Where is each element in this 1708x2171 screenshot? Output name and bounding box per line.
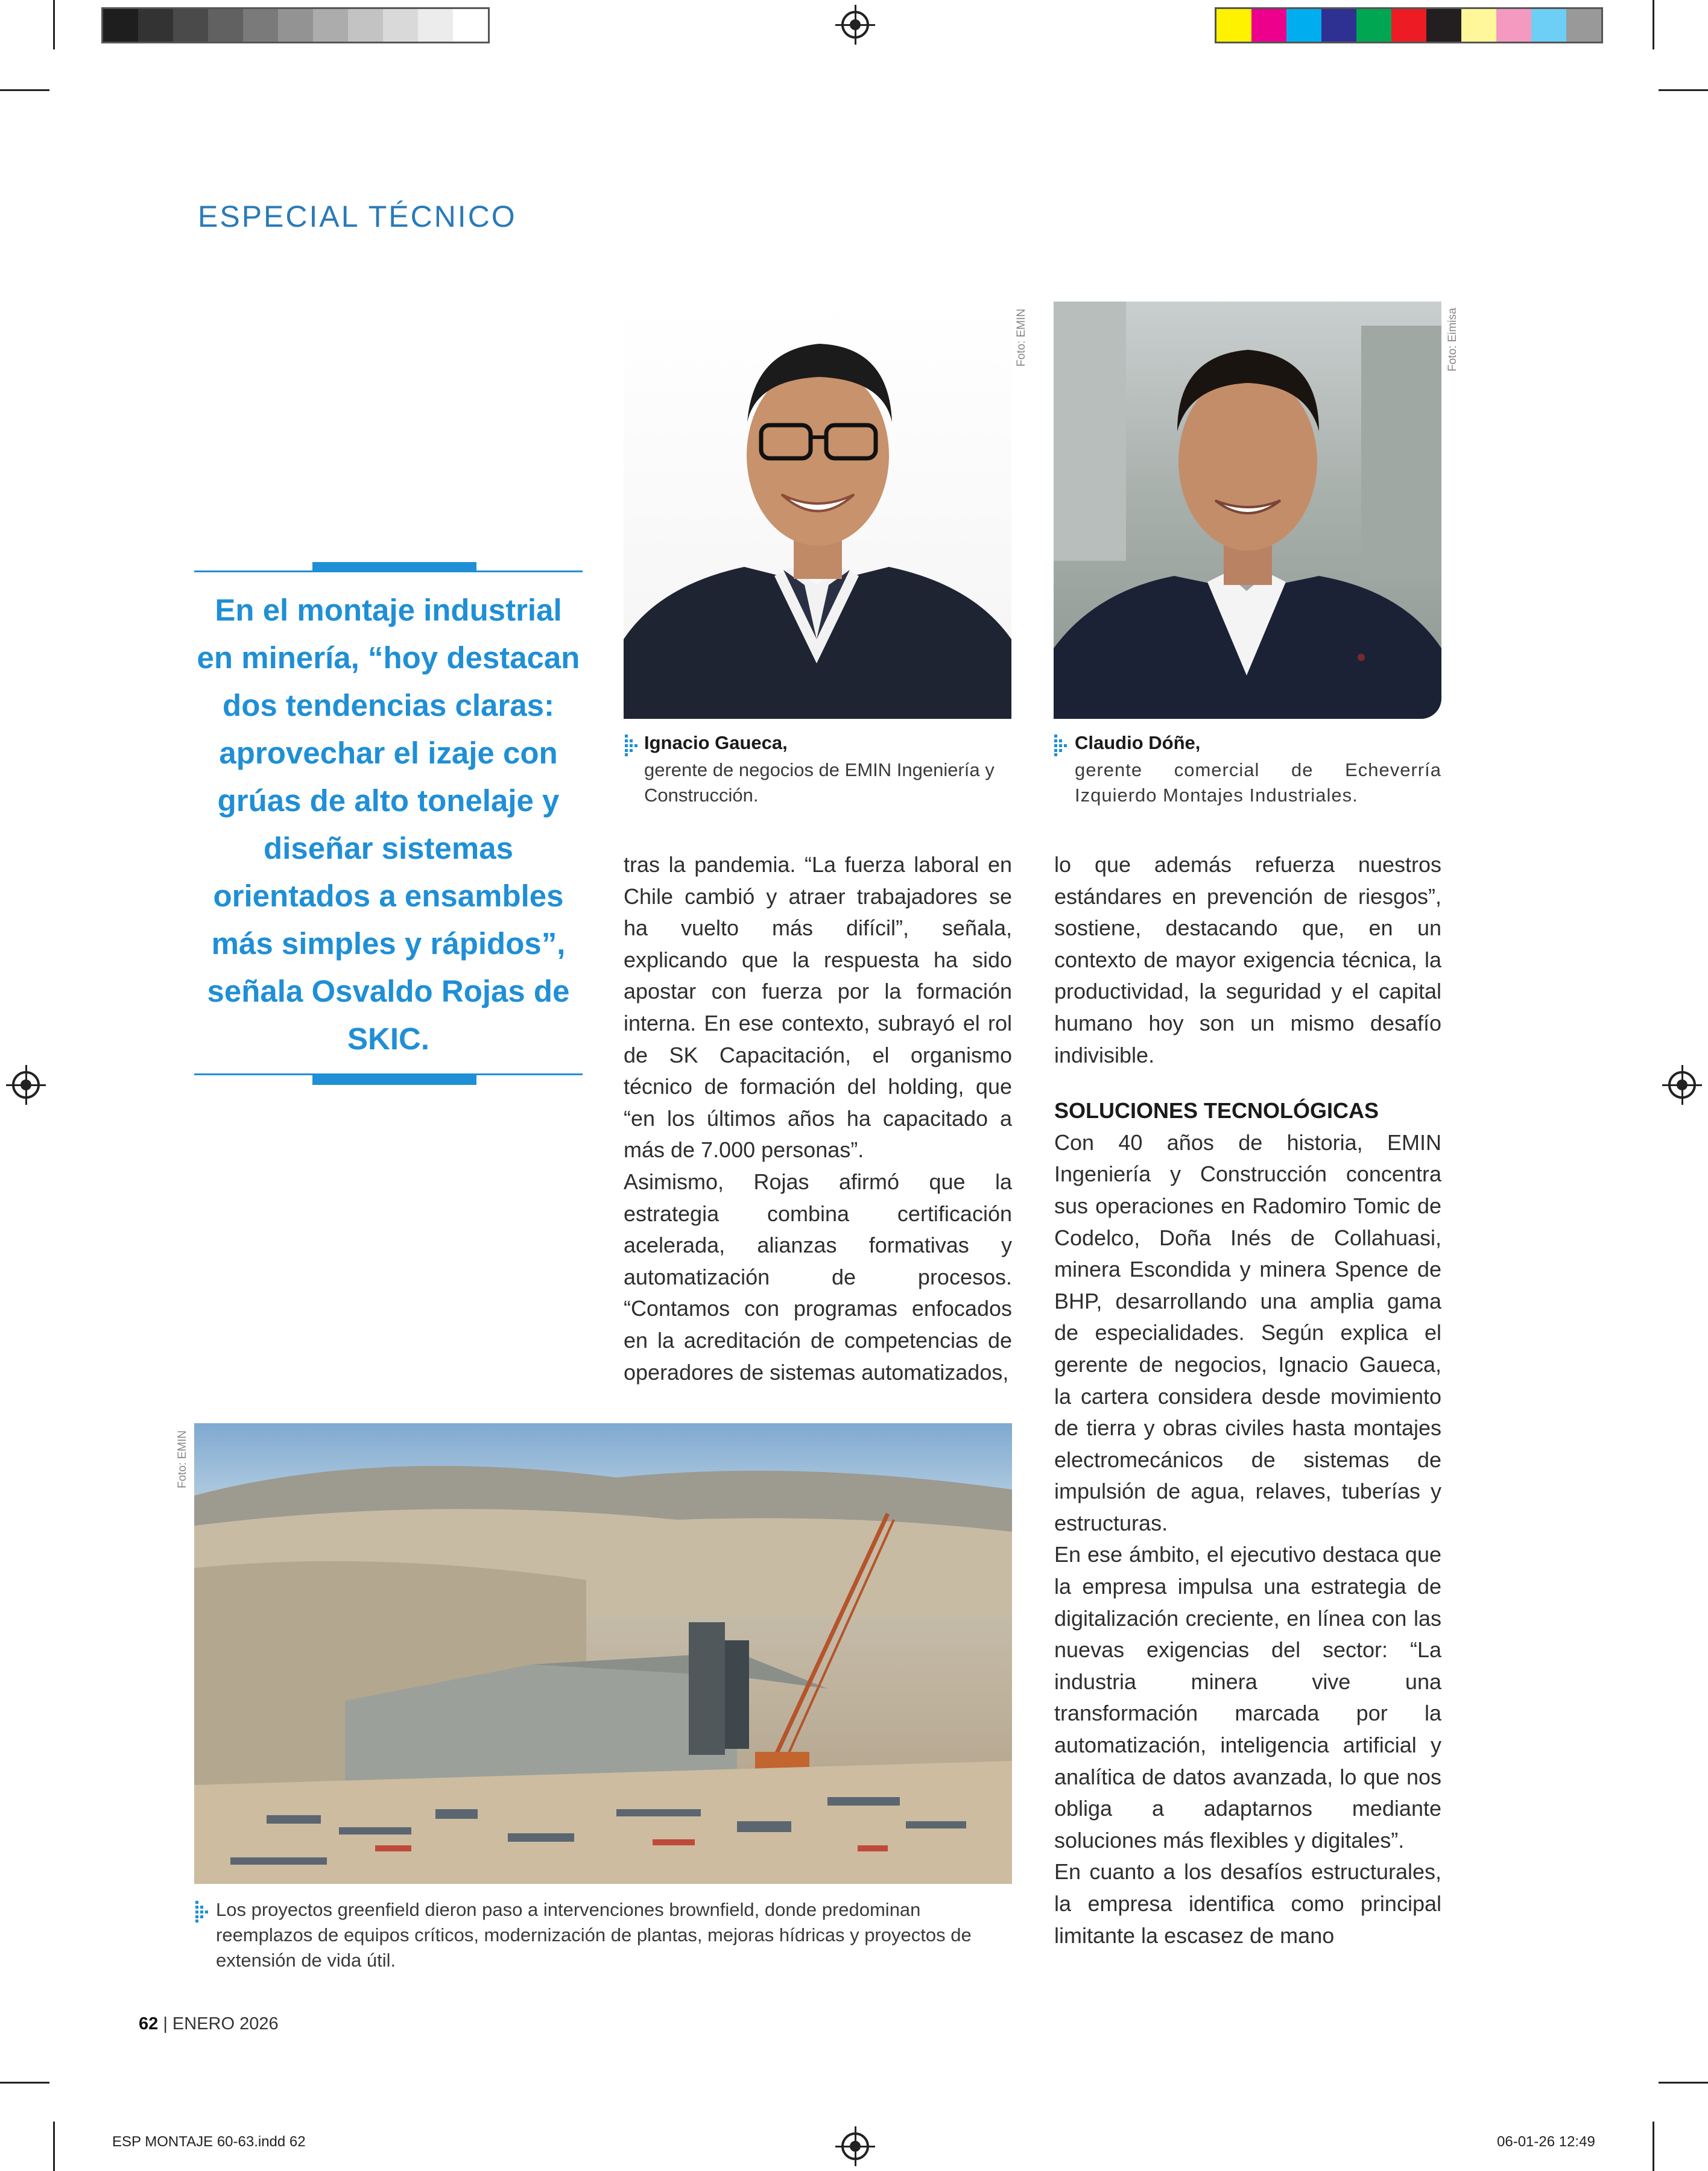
issue-date: ENERO 2026: [172, 2014, 279, 2034]
crop-mark: [1653, 2122, 1654, 2171]
body-column-middle: [624, 849, 1012, 1388]
grayscale-color-bar: [101, 7, 490, 43]
photo-credit-done: Foto: Eimisa: [1446, 308, 1459, 371]
caption-arrow-icon: [625, 735, 639, 756]
slug-date: 06-01-26 12:49: [1497, 2134, 1595, 2150]
section-title: ESPECIAL TÉCNICO: [198, 200, 517, 233]
crop-mark: [1653, 0, 1654, 49]
crop-mark: [53, 0, 55, 49]
pull-quote-accent-top: [312, 562, 476, 572]
crop-mark: [0, 89, 49, 91]
body-paragraph: tras la pandemia. “La fuerza laboral en Chile cambió y atraer trabajadores se ha vuelto más difícil”, señala, explicando que la respuesta ha sido apostar con fuerza por la formación interna. En ese contexto, subrayó el rol de SK Capacitación, el organismo técnico de formación del holding, que “en los últimos años ha capacitado a más de 7.000 personas”.: [624, 852, 1012, 1163]
body-paragraph: Con 40 años de historia, EMIN Ingeniería y Construcción concentra sus operaciones en Radomiro Tomic de Codelco, Doña Inés de Collahuasi, minera Escondida y minera Spence de BHP, desarrollando una amplia gama de especialidades. Según explica el gerente de negocios, Ignacio Gaueca, la cartera considera desde movimiento de tierra y obras civiles hasta montajes electromecánicos de sistemas de impulsión de agua, relaves, tuberías y estructuras.: [1054, 1130, 1441, 1535]
body-paragraph: Asimismo, Rojas afirmó que la estrategia combina certificación acelerada, alianzas formativas y automatización de procesos. “Contamos con programas enfocados en la acreditación de competencias de operadores de sistemas automatizados,: [624, 1169, 1012, 1385]
caption-arrow-icon: [1054, 735, 1069, 756]
portrait-illustration: [1054, 302, 1441, 719]
crop-mark: [53, 2122, 55, 2171]
page-number: 62: [139, 2014, 159, 2034]
body-paragraph: lo que además refuerza nuestros estándares en prevención de riesgos”, sostiene, destacando que, en un contexto de mayor exigencia técnica, la productividad, la seguridad y el capital humano hoy son un mismo desafío indivisible.: [1054, 852, 1441, 1067]
registration-mark-bottom: [841, 2132, 869, 2160]
site-illustration: [194, 1423, 1012, 1884]
caption-name-gaueca: Ignacio Gaueca,: [644, 732, 788, 753]
subheading: SOLUCIONES TECNOLÓGICAS: [1054, 1098, 1379, 1123]
registration-mark-left: [12, 1071, 40, 1099]
process-color-bar: [1215, 7, 1603, 43]
crop-mark: [1659, 89, 1708, 91]
crop-mark: [1659, 2082, 1708, 2084]
site-photo-caption: Los proyectos greenfield dieron paso a intervenciones brownfield, donde predominan reemplazos de equipos críticos, modernización de plantas, mejoras hídricas y proyectos de extensión de vida útil.: [216, 1899, 972, 1971]
page-footer: 62 | ENERO 2026: [139, 2014, 279, 2034]
caption-name-done: Claudio Dóñe,: [1075, 732, 1201, 753]
photo-credit-gaueca: Foto: EMIN: [1015, 308, 1028, 367]
slug-file: ESP MONTAJE 60-63.indd 62: [112, 2134, 306, 2150]
body-column-right: [1054, 849, 1441, 1951]
caption-arrow-icon: [195, 1901, 210, 1923]
body-paragraph: En cuanto a los desafíos estructurales, la empresa identifica como principal limitante la escasez de mano: [1054, 1859, 1441, 1948]
registration-mark-top: [841, 11, 869, 39]
portrait-illustration: [624, 302, 1011, 719]
photo-credit-site: Foto: EMIN: [176, 1430, 189, 1488]
registration-mark-right: [1668, 1071, 1696, 1099]
crop-mark: [0, 2082, 49, 2084]
portrait-ignacio-gaueca: [624, 302, 1011, 719]
body-paragraph: En ese ámbito, el ejecutivo destaca que la empresa impulsa una estrategia de digitalización creciente, en línea con las nuevas exigencias del sector: “La industria minera vive una transformación marcada por la automatización, inteligencia artificial y analítica de datos avanzada, lo que nos obliga a adaptarnos mediante soluciones más flexibles y digitales”.: [1054, 1542, 1441, 1853]
portrait-claudio-done: [1054, 302, 1441, 719]
caption-role-gaueca: gerente de negocios de EMIN Ingeniería y Construcción.: [644, 759, 995, 806]
pull-quote-accent-bottom: [312, 1075, 476, 1085]
caption-role-done: gerente comercial de Echeverría Izquierdo Montajes Industriales.: [1075, 759, 1441, 806]
pull-quote: En el montaje industrial en minería, “hoy destacan dos tendencias claras: aprovechar el izaje con grúas de alto tonelaje y diseñar sistemas orientados a ensambles más simples y rápidos”, señala Osvaldo Rojas de SKIC.: [197, 593, 580, 1056]
mining-site-photo: [194, 1423, 1012, 1884]
